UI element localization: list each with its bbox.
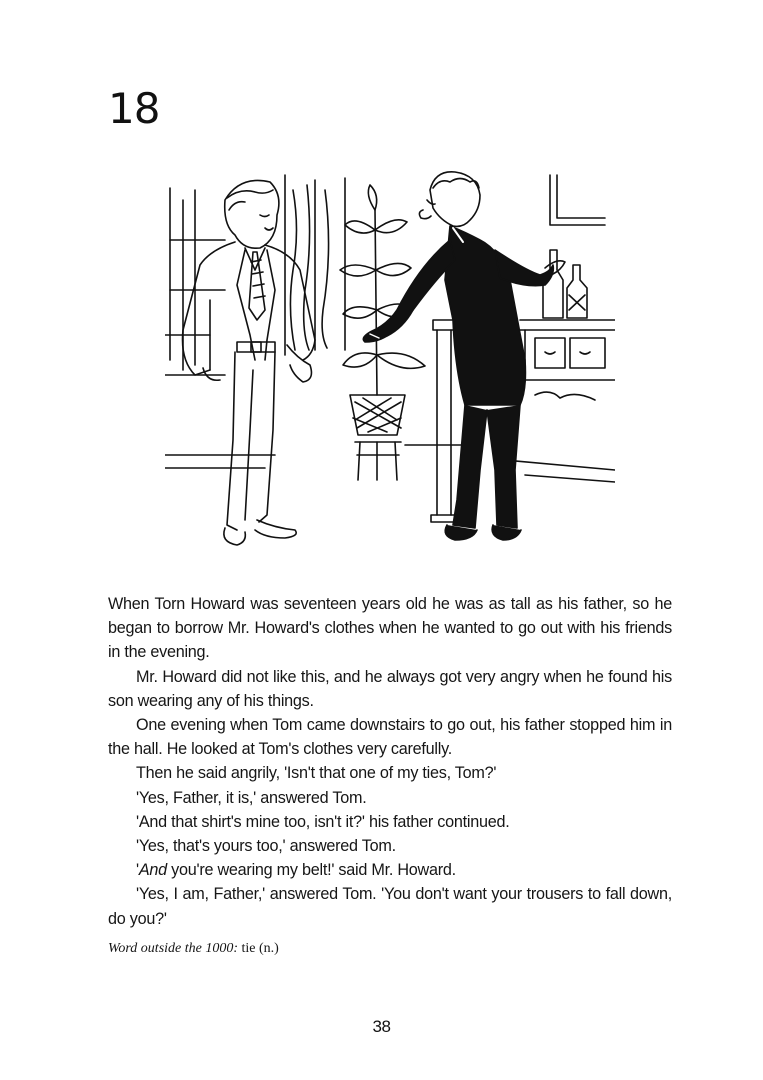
paragraph-9: 'Yes, I am, Father,' answered Tom. 'You don't want your trousers to fall down, do you?' bbox=[108, 885, 672, 928]
paragraph-7: 'Yes, that's yours too,' answered Tom. bbox=[136, 837, 396, 856]
paragraph-1: When Torn Howard was seventeen years old he was as tall as his father, so he began to borrow Mr. Howard's clothes when he wanted to go out with his friends in the evening. bbox=[108, 595, 672, 662]
story-text bbox=[108, 592, 672, 931]
paragraph-6: 'And that shirt's mine too, isn't it?' his father continued. bbox=[136, 812, 510, 831]
paragraph-8-open: ' bbox=[136, 861, 139, 880]
story-illustration bbox=[165, 170, 615, 570]
vocabulary-word: tie (n.) bbox=[238, 941, 279, 956]
paragraph-8 bbox=[108, 858, 672, 882]
paragraph-8-rest: you're wearing my belt!' said Mr. Howard. bbox=[166, 861, 456, 880]
paragraph-5: 'Yes, Father, it is,' answered Tom. bbox=[136, 788, 367, 807]
vocabulary-label: Word outside the 1000: bbox=[108, 941, 239, 956]
paragraph-2: Mr. Howard did not like this, and he always got very angry when he found his son wearing any of his things. bbox=[108, 667, 672, 710]
page-number: 38 bbox=[372, 1017, 391, 1036]
paragraph-4: Then he said angrily, 'Isn't that one of my ties, Tom?' bbox=[136, 764, 497, 783]
two-men-in-hallway-illustration bbox=[165, 170, 615, 570]
paragraph-8-emphasis: And bbox=[138, 861, 167, 880]
paragraph-3: One evening when Tom came downstairs to go out, his father stopped him in the hall. He looked at Tom's clothes very carefully. bbox=[108, 716, 672, 759]
vocabulary-note bbox=[108, 941, 279, 957]
chapter-number: 18 bbox=[108, 84, 160, 133]
